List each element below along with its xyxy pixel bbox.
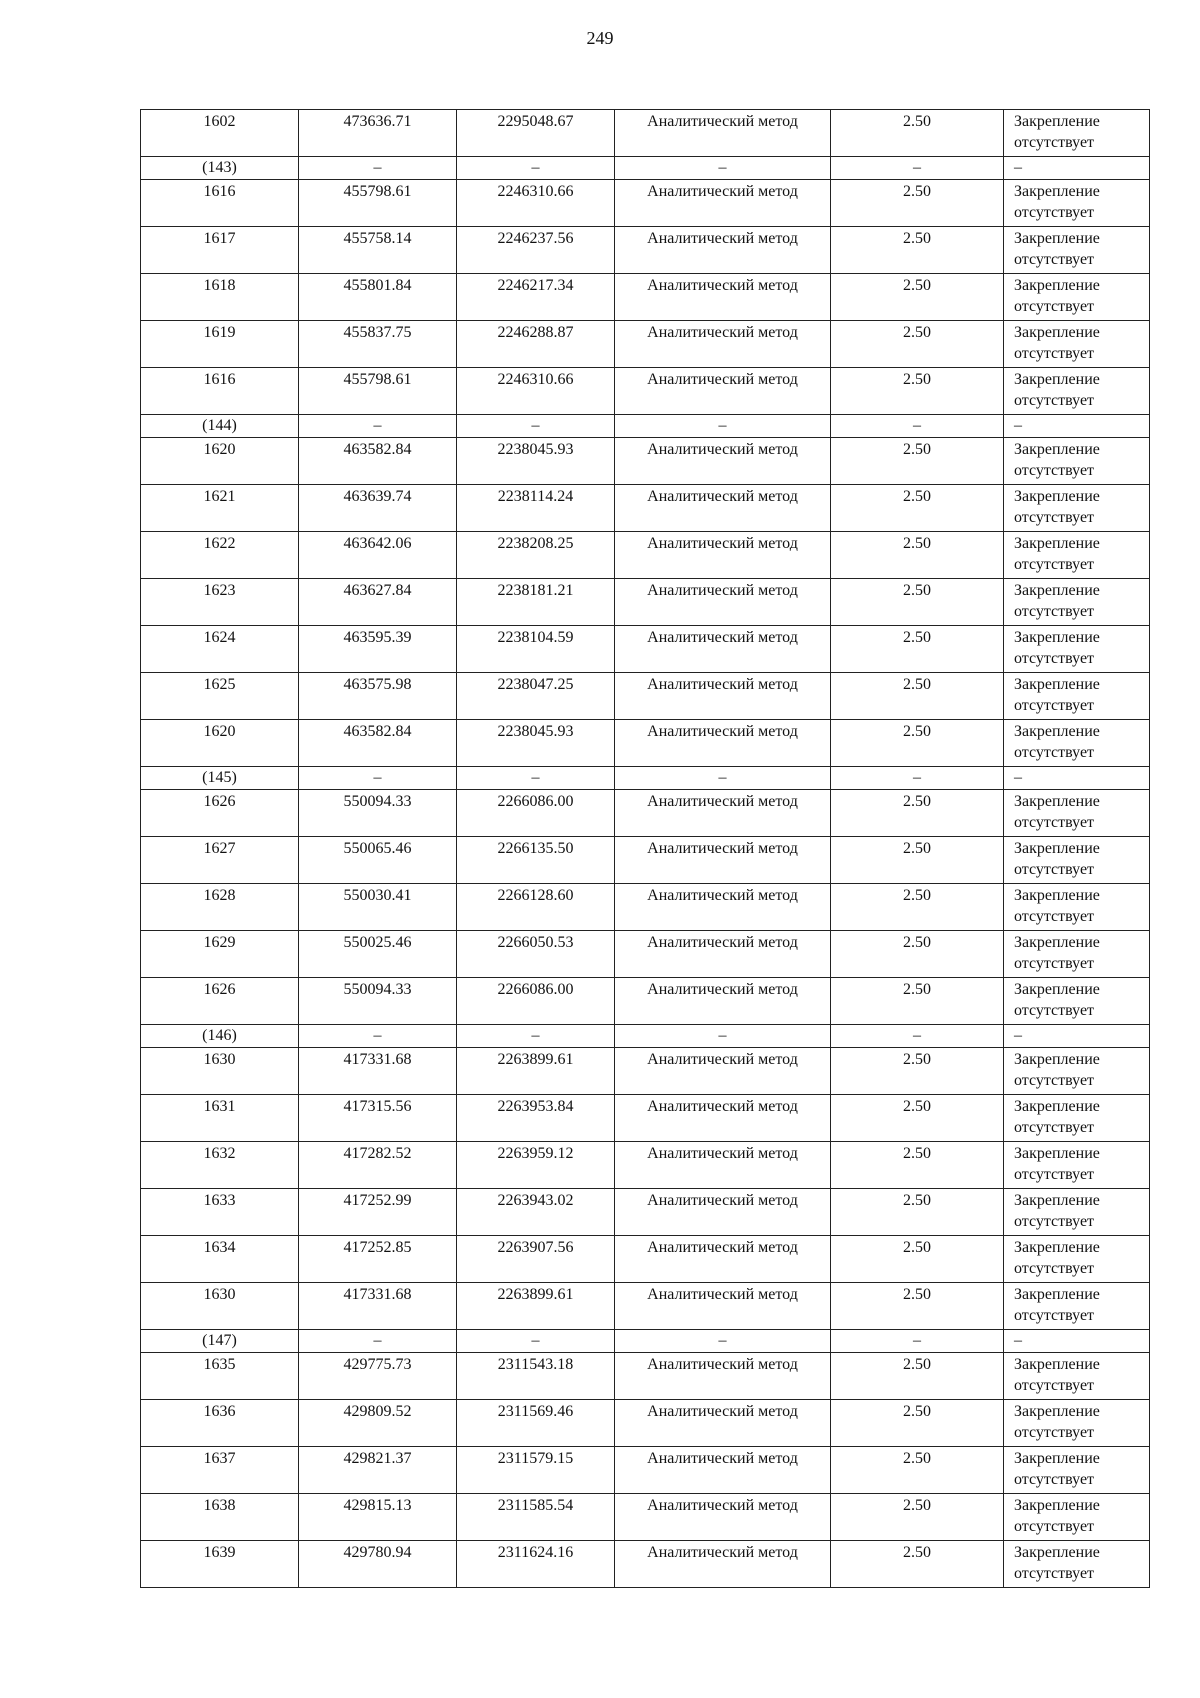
- fixing-line-1: Закрепление: [1014, 277, 1100, 294]
- point-number: 1620: [141, 438, 299, 485]
- table-row: [141, 790, 1150, 837]
- tolerance-cell: 2.50: [831, 837, 1004, 884]
- dash-cell: –: [457, 767, 615, 790]
- fixing-cell: [1004, 1494, 1150, 1541]
- fixing-line-2: отсутствует: [1014, 392, 1095, 409]
- tolerance-cell: 2.50: [831, 790, 1004, 837]
- method-cell: Аналитический метод: [615, 227, 831, 274]
- point-number: 1624: [141, 626, 299, 673]
- fixing-line-2: отсутствует: [1014, 603, 1095, 620]
- coord-x: 429780.94: [299, 1541, 457, 1588]
- fixing-cell: [1004, 321, 1150, 368]
- fixing-cell: [1004, 1447, 1150, 1494]
- dash-cell: –: [615, 1330, 831, 1353]
- coord-y: 2246217.34: [457, 274, 615, 321]
- dash-cell: –: [831, 1025, 1004, 1048]
- tolerance-cell: 2.50: [831, 1494, 1004, 1541]
- fixing-line-2: отсутствует: [1014, 251, 1095, 268]
- coord-x: 473636.71: [299, 110, 457, 157]
- coord-x: 417331.68: [299, 1283, 457, 1330]
- fixing-cell: [1004, 1283, 1150, 1330]
- table-row: [141, 368, 1150, 415]
- fixing-line-1: Закрепление: [1014, 981, 1100, 998]
- fixing-cell: [1004, 1541, 1150, 1588]
- dash-cell: –: [615, 1025, 831, 1048]
- fixing-cell: [1004, 227, 1150, 274]
- fixing-cell: [1004, 1236, 1150, 1283]
- coord-y: 2266050.53: [457, 931, 615, 978]
- tolerance-cell: 2.50: [831, 1142, 1004, 1189]
- fixing-line-2: отсутствует: [1014, 1002, 1095, 1019]
- coord-x: 417282.52: [299, 1142, 457, 1189]
- fixing-line-2: отсутствует: [1014, 697, 1095, 714]
- tolerance-cell: 2.50: [831, 368, 1004, 415]
- coord-x: 463627.84: [299, 579, 457, 626]
- coordinates-table: [140, 109, 1150, 1588]
- fixing-line-1: Закрепление: [1014, 371, 1100, 388]
- dash-cell: –: [1004, 415, 1150, 438]
- fixing-cell: [1004, 626, 1150, 673]
- point-number: 1602: [141, 110, 299, 157]
- coord-x: 550065.46: [299, 837, 457, 884]
- method-cell: Аналитический метод: [615, 532, 831, 579]
- method-cell: Аналитический метод: [615, 720, 831, 767]
- tolerance-cell: 2.50: [831, 1400, 1004, 1447]
- method-cell: Аналитический метод: [615, 673, 831, 720]
- method-cell: Аналитический метод: [615, 626, 831, 673]
- fixing-line-1: Закрепление: [1014, 676, 1100, 693]
- table-row: [141, 180, 1150, 227]
- dash-cell: –: [831, 157, 1004, 180]
- point-number: 1628: [141, 884, 299, 931]
- table-row: [141, 1541, 1150, 1588]
- point-number: 1629: [141, 931, 299, 978]
- fixing-line-2: отсутствует: [1014, 1213, 1095, 1230]
- fixing-cell: [1004, 1400, 1150, 1447]
- coord-x: 417331.68: [299, 1048, 457, 1095]
- fixing-line-2: отсутствует: [1014, 1072, 1095, 1089]
- tolerance-cell: 2.50: [831, 931, 1004, 978]
- table-row: [141, 1447, 1150, 1494]
- fixing-cell: [1004, 673, 1150, 720]
- coord-y: 2311569.46: [457, 1400, 615, 1447]
- fixing-line-2: отсутствует: [1014, 1260, 1095, 1277]
- coord-y: 2311585.54: [457, 1494, 615, 1541]
- fixing-line-1: Закрепление: [1014, 1051, 1100, 1068]
- coord-y: 2238047.25: [457, 673, 615, 720]
- fixing-line-1: Закрепление: [1014, 934, 1100, 951]
- table-row: [141, 321, 1150, 368]
- point-number: 1616: [141, 368, 299, 415]
- fixing-line-1: Закрепление: [1014, 183, 1100, 200]
- method-cell: Аналитический метод: [615, 1353, 831, 1400]
- method-cell: Аналитический метод: [615, 579, 831, 626]
- fixing-cell: [1004, 1048, 1150, 1095]
- fixing-line-2: отсутствует: [1014, 1471, 1095, 1488]
- fixing-line-2: отсутствует: [1014, 1518, 1095, 1535]
- tolerance-cell: 2.50: [831, 1447, 1004, 1494]
- fixing-cell: [1004, 274, 1150, 321]
- tolerance-cell: 2.50: [831, 321, 1004, 368]
- coord-x: 455798.61: [299, 368, 457, 415]
- point-number: 1630: [141, 1283, 299, 1330]
- coord-x: 455837.75: [299, 321, 457, 368]
- fixing-cell: [1004, 1189, 1150, 1236]
- coord-x: 550094.33: [299, 978, 457, 1025]
- fixing-line-2: отсутствует: [1014, 955, 1095, 972]
- fixing-line-2: отсутствует: [1014, 204, 1095, 221]
- fixing-line-2: отсутствует: [1014, 1565, 1095, 1582]
- fixing-line-1: Закрепление: [1014, 113, 1100, 130]
- point-number: 1633: [141, 1189, 299, 1236]
- dash-cell: –: [831, 415, 1004, 438]
- table-row: [141, 1353, 1150, 1400]
- table-row: [141, 626, 1150, 673]
- table-row: [141, 1095, 1150, 1142]
- coord-x: 417315.56: [299, 1095, 457, 1142]
- contour-label: (143): [141, 157, 299, 180]
- coord-y: 2266086.00: [457, 978, 615, 1025]
- contour-label: (146): [141, 1025, 299, 1048]
- coord-x: 550094.33: [299, 790, 457, 837]
- fixing-line-2: отсутствует: [1014, 1166, 1095, 1183]
- fixing-cell: [1004, 1142, 1150, 1189]
- fixing-line-2: отсутствует: [1014, 556, 1095, 573]
- point-number: 1639: [141, 1541, 299, 1588]
- contour-separator-row: [141, 767, 1150, 790]
- fixing-line-2: отсутствует: [1014, 744, 1095, 761]
- fixing-line-2: отсутствует: [1014, 509, 1095, 526]
- method-cell: Аналитический метод: [615, 1142, 831, 1189]
- fixing-line-1: Закрепление: [1014, 441, 1100, 458]
- coord-y: 2266086.00: [457, 790, 615, 837]
- fixing-cell: [1004, 720, 1150, 767]
- method-cell: Аналитический метод: [615, 790, 831, 837]
- tolerance-cell: 2.50: [831, 1189, 1004, 1236]
- coord-x: 550025.46: [299, 931, 457, 978]
- point-number: 1631: [141, 1095, 299, 1142]
- tolerance-cell: 2.50: [831, 720, 1004, 767]
- fixing-cell: [1004, 110, 1150, 157]
- method-cell: Аналитический метод: [615, 321, 831, 368]
- fixing-line-1: Закрепление: [1014, 1356, 1100, 1373]
- coord-y: 2238104.59: [457, 626, 615, 673]
- dash-cell: –: [299, 1025, 457, 1048]
- coord-x: 463575.98: [299, 673, 457, 720]
- point-number: 1638: [141, 1494, 299, 1541]
- tolerance-cell: 2.50: [831, 673, 1004, 720]
- table-row: [141, 532, 1150, 579]
- method-cell: Аналитический метод: [615, 1447, 831, 1494]
- coord-y: 2246310.66: [457, 180, 615, 227]
- coord-y: 2295048.67: [457, 110, 615, 157]
- dash-cell: –: [1004, 1025, 1150, 1048]
- coord-x: 417252.99: [299, 1189, 457, 1236]
- fixing-line-1: Закрепление: [1014, 1145, 1100, 1162]
- table-row: [141, 1400, 1150, 1447]
- tolerance-cell: 2.50: [831, 1283, 1004, 1330]
- tolerance-cell: 2.50: [831, 884, 1004, 931]
- fixing-line-2: отсутствует: [1014, 298, 1095, 315]
- fixing-cell: [1004, 1353, 1150, 1400]
- fixing-line-2: отсутствует: [1014, 1377, 1095, 1394]
- tolerance-cell: 2.50: [831, 227, 1004, 274]
- table-row: [141, 673, 1150, 720]
- coord-x: 417252.85: [299, 1236, 457, 1283]
- fixing-cell: [1004, 790, 1150, 837]
- coord-y: 2263953.84: [457, 1095, 615, 1142]
- table-row: [141, 884, 1150, 931]
- fixing-line-1: Закрепление: [1014, 793, 1100, 810]
- fixing-line-1: Закрепление: [1014, 488, 1100, 505]
- method-cell: Аналитический метод: [615, 884, 831, 931]
- dash-cell: –: [615, 767, 831, 790]
- method-cell: Аналитический метод: [615, 1189, 831, 1236]
- point-number: 1616: [141, 180, 299, 227]
- method-cell: Аналитический метод: [615, 1236, 831, 1283]
- tolerance-cell: 2.50: [831, 626, 1004, 673]
- table-row: [141, 110, 1150, 157]
- point-number: 1636: [141, 1400, 299, 1447]
- tolerance-cell: 2.50: [831, 579, 1004, 626]
- fixing-line-2: отсутствует: [1014, 1307, 1095, 1324]
- coordinates-table-body: [141, 110, 1150, 1588]
- fixing-line-1: Закрепление: [1014, 1450, 1100, 1467]
- fixing-line-2: отсутствует: [1014, 1119, 1095, 1136]
- contour-separator-row: [141, 1025, 1150, 1048]
- method-cell: Аналитический метод: [615, 438, 831, 485]
- fixing-cell: [1004, 485, 1150, 532]
- fixing-line-1: Закрепление: [1014, 1403, 1100, 1420]
- point-number: 1634: [141, 1236, 299, 1283]
- fixing-cell: [1004, 1095, 1150, 1142]
- table-row: [141, 720, 1150, 767]
- fixing-line-1: Закрепление: [1014, 1239, 1100, 1256]
- dash-cell: –: [457, 1025, 615, 1048]
- coord-y: 2246288.87: [457, 321, 615, 368]
- coord-y: 2238045.93: [457, 720, 615, 767]
- dash-cell: –: [831, 767, 1004, 790]
- dash-cell: –: [1004, 157, 1150, 180]
- table-row: [141, 579, 1150, 626]
- fixing-line-2: отсутствует: [1014, 345, 1095, 362]
- fixing-line-1: Закрепление: [1014, 840, 1100, 857]
- contour-label: (145): [141, 767, 299, 790]
- point-number: 1623: [141, 579, 299, 626]
- contour-separator-row: [141, 157, 1150, 180]
- tolerance-cell: 2.50: [831, 1236, 1004, 1283]
- coord-y: 2263907.56: [457, 1236, 615, 1283]
- point-number: 1621: [141, 485, 299, 532]
- fixing-line-2: отсутствует: [1014, 861, 1095, 878]
- tolerance-cell: 2.50: [831, 1541, 1004, 1588]
- fixing-line-2: отсутствует: [1014, 650, 1095, 667]
- table-row: [141, 438, 1150, 485]
- fixing-line-1: Закрепление: [1014, 1497, 1100, 1514]
- point-number: 1626: [141, 790, 299, 837]
- coord-y: 2266128.60: [457, 884, 615, 931]
- coord-y: 2263959.12: [457, 1142, 615, 1189]
- contour-separator-row: [141, 415, 1150, 438]
- contour-separator-row: [141, 1330, 1150, 1353]
- coord-x: 550030.41: [299, 884, 457, 931]
- fixing-line-1: Закрепление: [1014, 324, 1100, 341]
- coord-y: 2238114.24: [457, 485, 615, 532]
- dash-cell: –: [299, 767, 457, 790]
- coord-y: 2238181.21: [457, 579, 615, 626]
- method-cell: Аналитический метод: [615, 368, 831, 415]
- dash-cell: –: [1004, 1330, 1150, 1353]
- coord-y: 2238208.25: [457, 532, 615, 579]
- coord-x: 455798.61: [299, 180, 457, 227]
- coord-y: 2238045.93: [457, 438, 615, 485]
- point-number: 1619: [141, 321, 299, 368]
- fixing-line-1: Закрепление: [1014, 582, 1100, 599]
- point-number: 1630: [141, 1048, 299, 1095]
- point-number: 1622: [141, 532, 299, 579]
- tolerance-cell: 2.50: [831, 110, 1004, 157]
- fixing-cell: [1004, 532, 1150, 579]
- fixing-line-1: Закрепление: [1014, 1544, 1100, 1561]
- method-cell: Аналитический метод: [615, 1400, 831, 1447]
- table-row: [141, 1189, 1150, 1236]
- fixing-line-1: Закрепление: [1014, 1192, 1100, 1209]
- method-cell: Аналитический метод: [615, 485, 831, 532]
- fixing-cell: [1004, 579, 1150, 626]
- table-row: [141, 1048, 1150, 1095]
- tolerance-cell: 2.50: [831, 274, 1004, 321]
- table-row: [141, 227, 1150, 274]
- coord-x: 463582.84: [299, 438, 457, 485]
- coord-y: 2263943.02: [457, 1189, 615, 1236]
- table-row: [141, 1283, 1150, 1330]
- coord-y: 2311579.15: [457, 1447, 615, 1494]
- dash-cell: –: [457, 415, 615, 438]
- fixing-line-1: Закрепление: [1014, 887, 1100, 904]
- table-row: [141, 978, 1150, 1025]
- fixing-cell: [1004, 180, 1150, 227]
- dash-cell: –: [457, 1330, 615, 1353]
- dash-cell: –: [299, 1330, 457, 1353]
- dash-cell: –: [615, 157, 831, 180]
- coord-x: 463642.06: [299, 532, 457, 579]
- method-cell: Аналитический метод: [615, 1048, 831, 1095]
- tolerance-cell: 2.50: [831, 532, 1004, 579]
- fixing-line-1: Закрепление: [1014, 535, 1100, 552]
- point-number: 1617: [141, 227, 299, 274]
- method-cell: Аналитический метод: [615, 180, 831, 227]
- coord-x: 455801.84: [299, 274, 457, 321]
- table-row: [141, 1494, 1150, 1541]
- tolerance-cell: 2.50: [831, 438, 1004, 485]
- table-row: [141, 274, 1150, 321]
- fixing-line-2: отсутствует: [1014, 462, 1095, 479]
- point-number: 1627: [141, 837, 299, 884]
- fixing-line-1: Закрепление: [1014, 1286, 1100, 1303]
- fixing-cell: [1004, 837, 1150, 884]
- table-row: [141, 837, 1150, 884]
- method-cell: Аналитический метод: [615, 1283, 831, 1330]
- coord-y: 2311543.18: [457, 1353, 615, 1400]
- coord-y: 2246237.56: [457, 227, 615, 274]
- tolerance-cell: 2.50: [831, 978, 1004, 1025]
- fixing-line-1: Закрепление: [1014, 230, 1100, 247]
- table-row: [141, 1142, 1150, 1189]
- table-row: [141, 1236, 1150, 1283]
- point-number: 1632: [141, 1142, 299, 1189]
- fixing-line-1: Закрепление: [1014, 629, 1100, 646]
- coord-x: 429809.52: [299, 1400, 457, 1447]
- coord-y: 2311624.16: [457, 1541, 615, 1588]
- point-number: 1625: [141, 673, 299, 720]
- method-cell: Аналитический метод: [615, 274, 831, 321]
- fixing-cell: [1004, 884, 1150, 931]
- coord-x: 429775.73: [299, 1353, 457, 1400]
- fixing-line-1: Закрепление: [1014, 1098, 1100, 1115]
- fixing-cell: [1004, 438, 1150, 485]
- fixing-cell: [1004, 368, 1150, 415]
- coord-y: 2263899.61: [457, 1283, 615, 1330]
- fixing-cell: [1004, 978, 1150, 1025]
- tolerance-cell: 2.50: [831, 485, 1004, 532]
- dash-cell: –: [831, 1330, 1004, 1353]
- table-row: [141, 931, 1150, 978]
- page-number: 249: [586, 28, 614, 48]
- point-number: 1626: [141, 978, 299, 1025]
- point-number: 1637: [141, 1447, 299, 1494]
- coord-x: 455758.14: [299, 227, 457, 274]
- contour-label: (144): [141, 415, 299, 438]
- fixing-line-1: Закрепление: [1014, 723, 1100, 740]
- method-cell: Аналитический метод: [615, 110, 831, 157]
- method-cell: Аналитический метод: [615, 1541, 831, 1588]
- coord-y: 2263899.61: [457, 1048, 615, 1095]
- dash-cell: –: [457, 157, 615, 180]
- fixing-cell: [1004, 931, 1150, 978]
- dash-cell: –: [1004, 767, 1150, 790]
- tolerance-cell: 2.50: [831, 1048, 1004, 1095]
- coord-x: 463595.39: [299, 626, 457, 673]
- fixing-line-2: отсутствует: [1014, 908, 1095, 925]
- fixing-line-2: отсутствует: [1014, 134, 1095, 151]
- coord-y: 2266135.50: [457, 837, 615, 884]
- method-cell: Аналитический метод: [615, 1095, 831, 1142]
- contour-label: (147): [141, 1330, 299, 1353]
- method-cell: Аналитический метод: [615, 931, 831, 978]
- table-row: [141, 485, 1150, 532]
- coord-x: 463582.84: [299, 720, 457, 767]
- fixing-line-2: отсутствует: [1014, 814, 1095, 831]
- coord-x: 429821.37: [299, 1447, 457, 1494]
- method-cell: Аналитический метод: [615, 978, 831, 1025]
- dash-cell: –: [615, 415, 831, 438]
- tolerance-cell: 2.50: [831, 1095, 1004, 1142]
- coord-x: 429815.13: [299, 1494, 457, 1541]
- fixing-line-2: отсутствует: [1014, 1424, 1095, 1441]
- method-cell: Аналитический метод: [615, 837, 831, 884]
- method-cell: Аналитический метод: [615, 1494, 831, 1541]
- point-number: 1618: [141, 274, 299, 321]
- coord-y: 2246310.66: [457, 368, 615, 415]
- coord-x: 463639.74: [299, 485, 457, 532]
- tolerance-cell: 2.50: [831, 180, 1004, 227]
- point-number: 1620: [141, 720, 299, 767]
- dash-cell: –: [299, 157, 457, 180]
- dash-cell: –: [299, 415, 457, 438]
- tolerance-cell: 2.50: [831, 1353, 1004, 1400]
- point-number: 1635: [141, 1353, 299, 1400]
